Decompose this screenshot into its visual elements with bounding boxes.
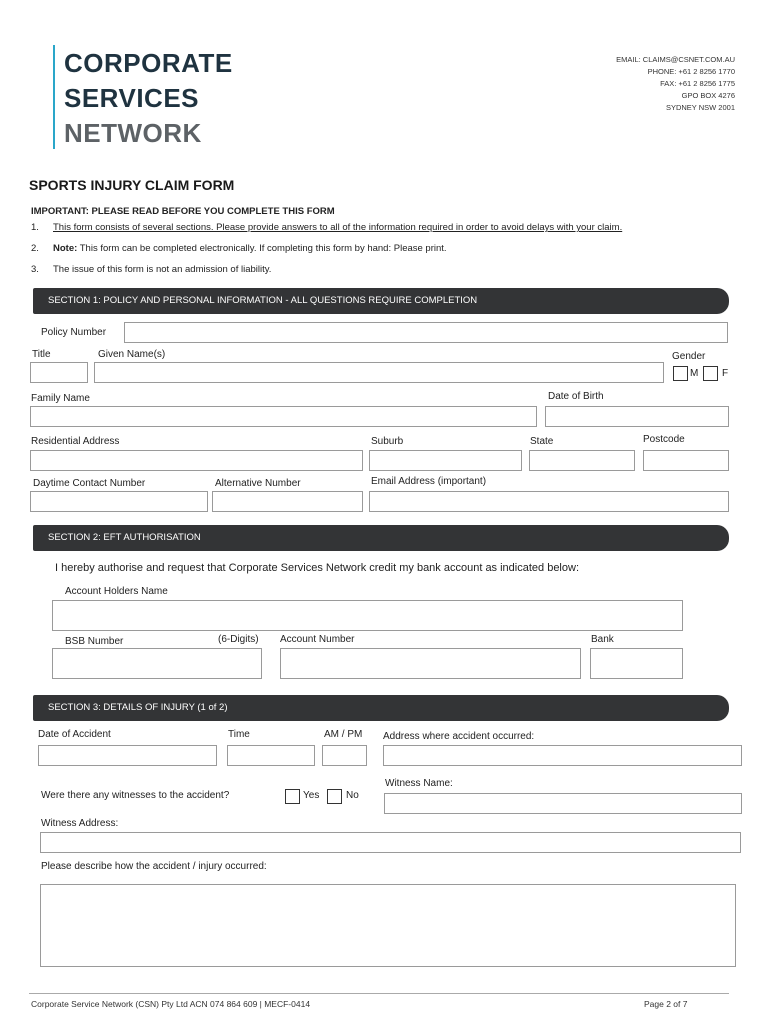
witness-name-input[interactable] — [384, 793, 742, 814]
witness-name-label: Witness Name: — [385, 778, 453, 789]
contact-city: SYDNEY NSW 2001 — [665, 103, 735, 112]
note-3-num: 3. — [31, 264, 39, 275]
given-names-input[interactable] — [94, 362, 664, 383]
witness-address-input[interactable] — [40, 832, 741, 853]
contact-fax: FAX: +61 2 8256 1775 — [660, 79, 735, 88]
address-input[interactable] — [30, 450, 363, 471]
address-occurred-label: Address where accident occurred: — [383, 731, 535, 742]
note-1-num: 1. — [31, 222, 39, 233]
bank-label: Bank — [591, 634, 614, 645]
state-label: State — [530, 436, 554, 447]
section-3-header: SECTION 3: DETAILS OF INJURY (1 of 2) — [33, 695, 729, 721]
footer-divider — [29, 993, 729, 994]
account-holders-input[interactable] — [52, 600, 683, 631]
bsb-input[interactable] — [52, 648, 262, 679]
ampm-label: AM / PM — [324, 729, 363, 740]
address-label: Residential Address — [31, 436, 120, 447]
note-2 — [31, 243, 447, 254]
policy-number-label: Policy Number — [41, 327, 107, 338]
account-number-input[interactable] — [280, 648, 581, 679]
bsb-hint: (6-Digits) — [218, 634, 259, 645]
logo-line-1: CORPORATE — [64, 48, 233, 78]
section-1-header: SECTION 1: POLICY AND PERSONAL INFORMATION - ALL QUESTIONS REQUIRE COMPLETION — [33, 288, 729, 314]
important-heading: IMPORTANT: PLEASE READ BEFORE YOU COMPLETE THIS FORM — [31, 206, 335, 217]
gender-f-checkbox[interactable] — [703, 366, 718, 381]
witness-address-label: Witness Address: — [41, 818, 119, 829]
account-number-label: Account Number — [280, 634, 355, 645]
email-label: Email Address (important) — [371, 476, 487, 487]
time-input[interactable] — [227, 745, 315, 766]
ampm-input[interactable] — [322, 745, 367, 766]
section-2-header: SECTION 2: EFT AUTHORISATION — [33, 525, 729, 551]
witness-question: Were there any witnesses to the accident? — [41, 790, 230, 801]
gender-f-label: F — [722, 368, 729, 379]
logo-line-3: NETWORK — [64, 118, 202, 148]
note-1 — [31, 222, 622, 233]
form-title: SPORTS INJURY CLAIM FORM — [29, 177, 235, 193]
note-2-text: This form can be completed electronically. If completing this form by hand: Please print. — [79, 243, 447, 254]
alternative-input[interactable] — [212, 491, 363, 512]
contact-block — [616, 54, 735, 114]
address-occurred-input[interactable] — [383, 745, 742, 766]
dob-label: Date of Birth — [548, 391, 604, 402]
note-2-bold: Note: — [53, 243, 78, 254]
title-input[interactable] — [30, 362, 88, 383]
suburb-label: Suburb — [371, 436, 404, 447]
date-of-accident-label: Date of Accident — [38, 729, 111, 740]
eft-statement: I hereby authorise and request that Corporate Services Network credit my bank account as indicated below: — [55, 562, 579, 574]
family-name-input[interactable] — [30, 406, 537, 427]
family-name-label: Family Name — [31, 393, 90, 404]
postcode-input[interactable] — [643, 450, 729, 471]
state-input[interactable] — [529, 450, 635, 471]
gender-label: Gender — [672, 351, 706, 362]
account-holders-label: Account Holders Name — [65, 586, 168, 597]
bank-input[interactable] — [590, 648, 683, 679]
note-3 — [31, 264, 271, 275]
bsb-label: BSB Number — [65, 636, 124, 647]
title-label: Title — [32, 349, 51, 360]
contact-phone: PHONE: +61 2 8256 1770 — [647, 67, 735, 76]
policy-number-input[interactable] — [124, 322, 728, 343]
footer-company: Corporate Service Network (CSN) Pty Ltd ACN 074 864 609 | MECF-0414 — [31, 999, 311, 1009]
witness-no-label: No — [346, 790, 359, 801]
note-3-text: The issue of this form is not an admission of liability. — [53, 264, 272, 275]
email-input[interactable] — [369, 491, 729, 512]
note-1-text: This form consists of several sections. Please provide answers to all of the information required in order to avoid delays with your claim. — [53, 222, 623, 233]
given-names-label: Given Name(s) — [98, 349, 166, 360]
daytime-input[interactable] — [30, 491, 208, 512]
note-2-num: 2. — [31, 243, 39, 254]
witness-yes-label: Yes — [303, 790, 320, 801]
daytime-label: Daytime Contact Number — [33, 478, 146, 489]
logo-bar — [53, 45, 55, 149]
logo-line-2: SERVICES — [64, 83, 200, 113]
postcode-label: Postcode — [643, 434, 685, 445]
witness-yes-checkbox[interactable] — [285, 789, 300, 804]
dob-input[interactable] — [545, 406, 729, 427]
time-label: Time — [228, 729, 250, 740]
footer-page: Page 2 of 7 — [644, 999, 688, 1009]
gender-m-checkbox[interactable] — [673, 366, 688, 381]
date-of-accident-input[interactable] — [38, 745, 217, 766]
alternative-label: Alternative Number — [215, 478, 301, 489]
contact-box: GPO BOX 4276 — [681, 91, 735, 100]
describe-label: Please describe how the accident / injury occurred: — [41, 861, 267, 872]
describe-textarea[interactable] — [40, 884, 736, 967]
gender-m-label: M — [690, 368, 699, 379]
suburb-input[interactable] — [369, 450, 522, 471]
witness-no-checkbox[interactable] — [327, 789, 342, 804]
contact-email: EMAIL: CLAIMS@CSNET.COM.AU — [616, 55, 735, 64]
